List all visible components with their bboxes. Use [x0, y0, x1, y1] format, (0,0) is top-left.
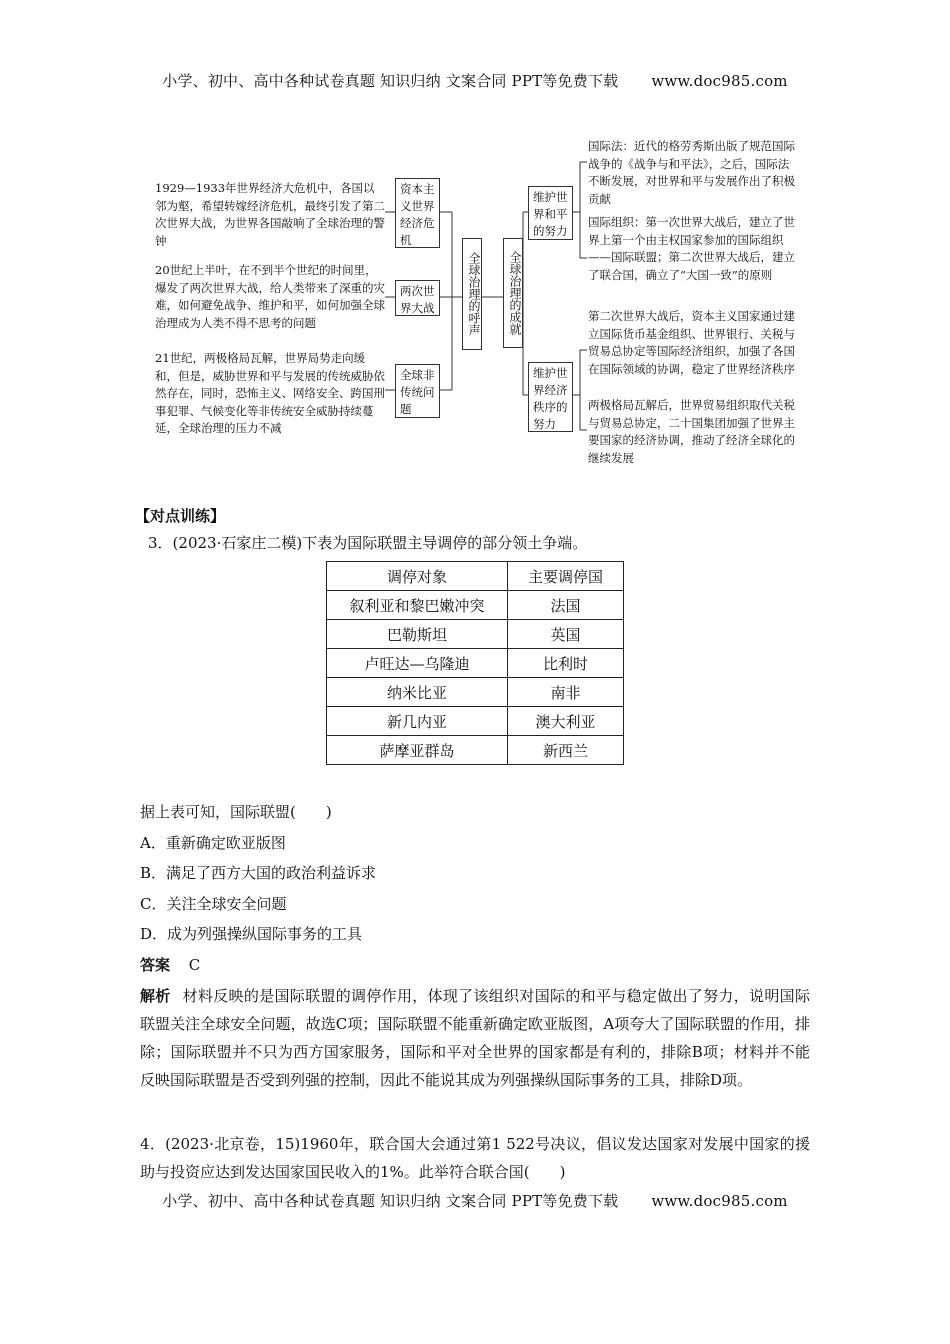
footer-text: 小学、初中、高中各种试卷真题 知识归纳 文案合同 PPT等免费下载: [162, 1192, 619, 1210]
table-cell: 巴勒斯坦: [327, 620, 508, 649]
footer-site-link[interactable]: www.doc985.com: [651, 1192, 788, 1210]
mindmap-box-economic-crisis: 资本主义世界经济危机: [395, 178, 440, 248]
table-cell: 澳大利亚: [508, 707, 624, 736]
mindmap-left-text-1: 1929—1933年世界经济大危机中，各国以邻为壑，希望转嫁经济危机，最终引发了第二次世界大战，为世界各国敲响了全球治理的警钟: [155, 181, 385, 248]
table-cell: 英国: [508, 620, 624, 649]
table-header-row: [327, 562, 624, 591]
table-row: [327, 649, 624, 678]
mindmap-left-text-2: 20世纪上半叶，在不到半个世纪的时间里，爆发了两次世界大战，给人类带来了深重的灾难，如何避免战争、维护和平，如何加强全球治理成为人类不得不思考的问题: [155, 263, 385, 330]
table-row: [327, 736, 624, 765]
mindmap-right-text-2: 国际组织：第一次世界大战后，建立了世界上第一个由主权国家参加的国际组织——国际联盟；第二次世界大战后，建立了联合国，确立了“大国一致”的原则: [588, 215, 795, 282]
mindmap-box-world-wars: 两次世界大战: [395, 280, 440, 316]
analysis-text: 材料反映的是国际联盟的调停作用，体现了该组织对国际的和平与稳定做出了努力，说明国际联盟关注全球安全问题，故选C项；国际联盟不能重新确定欧亚版图，A项夸大了国际联盟的作用，排除；国际联盟并不只为西方国家服务，国际和平对全世界的国家都是有利的，排除B项；材料并不能反映国际联盟是否受到列强的控制，因此不能说其成为列强操纵国际事务的工具，排除D项。: [140, 987, 810, 1089]
mindmap-center-call: 全球治理的呼声: [462, 238, 482, 350]
q3-option-a: A．重新确定欧亚版图: [140, 834, 286, 852]
mindmap-box-peace-efforts: 维护世界和平的努力: [528, 186, 573, 240]
q3-analysis: [140, 982, 810, 1094]
mindmap-center-achievement: 全球治理的成就: [503, 238, 523, 348]
q3-answer: [140, 954, 200, 975]
mindmap-right-text-1: 国际法：近代的格劳秀斯出版了规范国际战争的《战争与和平法》，之后，国际法不断发展，对世界和平与发展作出了积极贡献: [588, 139, 795, 206]
table-row: [327, 591, 624, 620]
table-header-cell: 调停对象: [327, 562, 508, 591]
q3-prompt: 据上表可知，国际联盟( ): [140, 803, 332, 821]
table-cell: 纳米比亚: [327, 678, 508, 707]
mindmap-right-text-4: 两极格局瓦解后，世界贸易组织取代关税与贸易总协定，二十国集团加强了世界主要国家的经济协调，推动了经济全球化的继续发展: [588, 398, 795, 465]
q3-option-b: B．满足了西方大国的政治利益诉求: [140, 864, 377, 882]
mindmap-left-text-3: 21世纪，两极格局瓦解，世界局势走向缓和，但是，威胁世界和平与发展的传统威胁依然存在，同时，恐怖主义、网络安全、跨国刑事犯罪、气候变化等非传统安全威胁持续蔓延，全球治理的压力不减: [155, 351, 385, 435]
table-cell: 叙利亚和黎巴嫩冲突: [327, 591, 508, 620]
q3-table: [326, 561, 624, 765]
page-footer: [0, 1190, 950, 1211]
table-cell: 新西兰: [508, 736, 624, 765]
table-cell: 萨摩亚群岛: [327, 736, 508, 765]
table-cell: 比利时: [508, 649, 624, 678]
table-row: [327, 678, 624, 707]
q3-option-c: C．关注全球安全问题: [140, 895, 287, 913]
mindmap-box-nontraditional: 全球非传统问题: [395, 364, 440, 418]
answer-label: 答案: [140, 956, 171, 974]
q3-stem: 3．(2023·石家庄二模)下表为国际联盟主导调停的部分领土争端。: [148, 534, 588, 552]
q3-option-d: D．成为列强操纵国际事务的工具: [140, 925, 363, 943]
table-cell: 法国: [508, 591, 624, 620]
analysis-label: 解析: [140, 987, 171, 1005]
table-row: [327, 707, 624, 736]
table-cell: 卢旺达—乌隆迪: [327, 649, 508, 678]
header-site-link[interactable]: www.doc985.com: [651, 72, 788, 90]
mindmap-box-economic-order: 维护世界经济秩序的努力: [528, 362, 573, 432]
table-header-cell: 主要调停国: [508, 562, 624, 591]
header-text: 小学、初中、高中各种试卷真题 知识归纳 文案合同 PPT等免费下载: [162, 72, 619, 90]
section-title: 【对点训练】: [135, 507, 226, 525]
answer-value: C: [188, 956, 201, 974]
table-row: [327, 620, 624, 649]
mindmap-right-text-3: 第二次世界大战后，资本主义国家通过建立国际货币基金组织、世界银行、关税与贸易总协定等国际经济组织，加强了各国在国际领域的协调，稳定了世界经济秩序: [588, 309, 795, 376]
table-cell: 新几内亚: [327, 707, 508, 736]
q4-stem: 4．(2023·北京卷，15)1960年，联合国大会通过第1 522号决议，倡议发达国家对发展中国家的援助与投资应达到发达国家国民收入的1%。此举符合联合国( ): [140, 1135, 810, 1181]
table-cell: 南非: [508, 678, 624, 707]
